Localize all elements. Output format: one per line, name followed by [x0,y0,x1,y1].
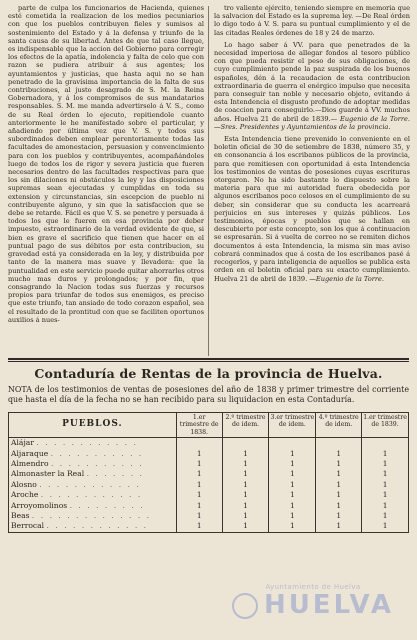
value-cell: 1 [222,490,269,500]
value-cell [316,438,362,449]
town-name: Beas [11,511,30,521]
dot-leader: . . . . . . . . . . . . [40,490,143,500]
dot-leader: . . . . . . . . . . . . [39,479,141,489]
value-cell: 1 [176,511,222,521]
town-name: Aroche [11,490,39,500]
value-cell: 1 [269,480,316,490]
dot-leader: . . . . . . . [86,469,144,479]
value-cell: 1 [316,501,362,511]
value-cell: 1 [269,511,316,521]
value-cell: 1 [316,459,362,469]
value-cell: 1 [176,480,222,490]
value-cell: 1 [222,501,269,511]
value-cell: 1 [176,521,222,532]
value-cell: 1 [362,511,409,521]
town-cell [9,449,177,459]
section-rule-top [8,358,409,360]
right-paragraph-3 [214,135,410,283]
table-row [9,449,409,459]
value-cell: 1 [362,490,409,500]
value-cell: 1 [362,459,409,469]
town-name: Almendro [11,459,49,469]
value-cell: 1 [222,511,269,521]
value-cell: 1 [222,521,269,532]
value-cell: 1 [176,501,222,511]
town-name: Alájar [11,438,34,448]
town-cell [9,459,177,469]
value-cell: 1 [316,469,362,479]
value-cell [362,438,409,449]
col-header-q4-1838: 4.º trimestre de idem. [316,413,362,438]
value-cell: 1 [316,521,362,532]
seal-icon [232,593,258,619]
value-cell: 1 [316,490,362,500]
signature-1: Eugenio de la Torre.—Sres. Presidentes y Ayuntamientos de la provincia. [214,114,410,131]
section-rule-top-thin [8,361,409,362]
section-title: Contaduría de Rentas de la provincia de Huelva. [34,366,383,381]
right-paragraph-2-body: Lo hago saber á VV. para que penetrados de la necesidad imperiosa de allegar fondos al tesoro público con que pueda resistir el peso de sus obligaciones, de cuyo cumplimiento pende la paz suspirada de los buenos españoles, dén á la recaudacion de esta contribucion extraordinaria de guerra el enérgico impulso que necesita para conseguir tan noble y necesario objeto, evitando á esta Intendencia el disgusto profundo de adoptar medidas de coaccion para conseguirlo.—Dios guarde á VV. muchos años. Huelva 21 de abril de 1839.— [214,40,410,123]
value-cell: 1 [362,449,409,459]
column-divider [208,6,209,356]
value-cell [269,438,316,449]
dot-leader: . . . . . . . . . . . [50,459,144,469]
value-cell: 1 [269,459,316,469]
value-cell [222,438,269,449]
dot-leader: . . . . . . . . . . . . [46,521,149,531]
value-cell: 1 [222,459,269,469]
value-cell: 1 [176,449,222,459]
value-cell: 1 [269,501,316,511]
value-cell: 1 [222,449,269,459]
table-row [9,469,409,479]
town-cell [9,511,177,521]
col-header-q3-1838: 3.er trimestre de idem. [269,413,316,438]
testimonios-table [8,412,409,533]
value-cell: 1 [316,480,362,490]
town-name: Almonaster la Real [11,469,85,479]
col-header-pueblos: PUEBLOS. [9,413,177,438]
watermark-caption: Ayuntamiento de Huelva [265,583,361,591]
value-cell: 1 [176,490,222,500]
value-cell [176,438,222,449]
town-name: Arroyomolinos [11,500,68,510]
value-cell: 1 [269,490,316,500]
dot-leader: . . . . . . . . . [69,500,145,510]
table-row [9,521,409,532]
dot-leader: . . . . . . . . . . . . [36,438,138,448]
table-header-row [9,413,409,438]
value-cell: 1 [176,459,222,469]
right-paragraph-1: tro valiente ejército, teniendo siempre en memoria que la salvacion del Estado es la suprema ley. —De Real órden lo digo todo á V. S. para su puntual cumplimiento y el de las citadas Reales órdenes de 18 y 24 de marzo. [214,4,410,37]
dot-leader: . . . . . . . . . . . . . . [31,511,152,521]
town-name: Aljaraque [11,448,49,458]
dot-leader: . . . . . . . . . . . [50,448,144,458]
col-header-q1-1839: 1.er trimestre de 1839. [362,413,409,438]
value-cell: 1 [222,480,269,490]
right-text-column [214,4,410,358]
value-cell: 1 [269,469,316,479]
town-name: Alosno [11,479,37,489]
archive-watermark [215,583,411,619]
col-header-q1-1838: 1.er trimestre de 1838. [176,413,222,438]
town-cell [9,438,177,449]
value-cell: 1 [362,469,409,479]
table-row [9,511,409,521]
value-cell: 1 [316,511,362,521]
value-cell: 1 [269,521,316,532]
signature-2: —Eugenio de la Torre. [309,274,385,283]
town-cell [9,490,177,500]
col-header-q2-1838: 2.º trimestre de idem. [222,413,269,438]
left-text-column [8,4,204,358]
right-paragraph-3-body: Esta Intendencia tiene prevenido lo conveniente en el boletin oficial de 30 de setiembre de 1838, número 35, y en consonancia á los escribanos públicos de la provincia, para que remitiesen con oportunidad á esta Intendencia los testimonios de ventas de posesiones cuyas escrituras otorgaron. No ha sido bastante lo dispuesto sobre la materia para que mi autoridad fuera obedecida por algunos escribanos poco celosos en el cumplimiento de su deber, sin considerar que su conducta les acarreará perjuicios en sus intereses y quizás públicos. Los testimonios, épocas y pueblos que se hallan en descubierto por este concepto, son los que á continuacion se espresarán. Si á vuelta de correo no se remiten dichos documentos á esta Intendencia, la misma sin mas aviso cobrará conminados que á costa de los escribanos pasé á recogerlos, y para inteligencia de aquellos se publica esta orden en el boletin oficial para su exacto cumplimiento. Huelva 21 de abril de 1839. [214,135,410,283]
value-cell: 1 [316,449,362,459]
right-paragraph-2 [214,41,410,131]
table-row [9,480,409,490]
left-paragraph: parte de culpa los funcionarios de Hacienda, quienes esté cometida la realizacion de los medios pecuniarios con que los pueblos contribuyen fieles y sumisos al sostenimiento del Estado y á la defensa y triunfo de la santa causa de su libertad. Antes de que tal caso llegue, es indispensable que la accion del Gobierno para corregir los efectos de la apatía, indolencia y falta de celo que con razon se pudiera atribuir á sus agentes; los ayuntamientos y justicias, que hasta aqui no se han penetrado de la gravísima importancia de la falta de sus contribuciones, al justo desagrado de S. M. la Reina Gobernadora, y á los compromisos de sus mandatarios responsables. S. M. me manda advertirselo á V. S., como de su Real órden lo ejecuto, repitiendole cuanto anteriormente le he manifestado sobre el particular, y añadiendo por última vez que V. S. y todos sus subordinados deben emplear perentoriamente todas las facultades de amonestacion, persuasion y convencimiento para con los pueblos y contribuyentes, acompañándoles luego de todos los de rigor y severa justicia que fueren necesarios dentro de las facultades respectivas para que los sin dilaciones ni obstáculos la ley y las disposiciones supremas sean ejecutadas y cumplidas en toda su extension y circunstancias, sin escepcion de pueblo ni contribuyente alguno, y sin que la satisfaccion que se debe se retarde. Fácil es que V. S. se penetre y persuada á todos los que le fueren en esa provincia por deber impuesto, estraordinario de la verdad evidente de que, si bien es grave el sacrificio que tienen que hacer en el puntual pago de sus débitos por esta contribucion, su gravedad está ya considerada en la ley, y distribuida por tanto de la manera mas suave y llevadera: que la puntualidad en este servicio puede quitar ahorrarles otros mucho mas duros y prolongados; y por fin, que consagrando la Nacion todas sus fuerzas y recursos propios para triunfar de todos sus enemigos, es preciso que este triunfo, tan ansiado de todo corazon español, sea el resultado de la prontitud con que se faciliten oportunos auxilios á nues- [8,4,204,324]
table-row [9,438,409,449]
value-cell: 1 [176,469,222,479]
value-cell: 1 [362,521,409,532]
value-cell: 1 [362,501,409,511]
table-row [9,490,409,500]
town-name: Berrocal [11,521,45,531]
value-cell: 1 [362,480,409,490]
town-cell [9,501,177,511]
value-cell: 1 [222,469,269,479]
town-cell [9,521,177,532]
town-cell [9,480,177,490]
watermark-text: HUELVA [263,590,395,620]
table-note: NOTA de los testimonios de ventas de posesiones del año de 1838 y primer trimestre del corriente que hasta el día de la fecha no se han recibido para su liquidacion en esta Contaduría. [8,385,409,404]
table-row [9,459,409,469]
town-cell [9,469,177,479]
value-cell: 1 [269,449,316,459]
table-row [9,501,409,511]
